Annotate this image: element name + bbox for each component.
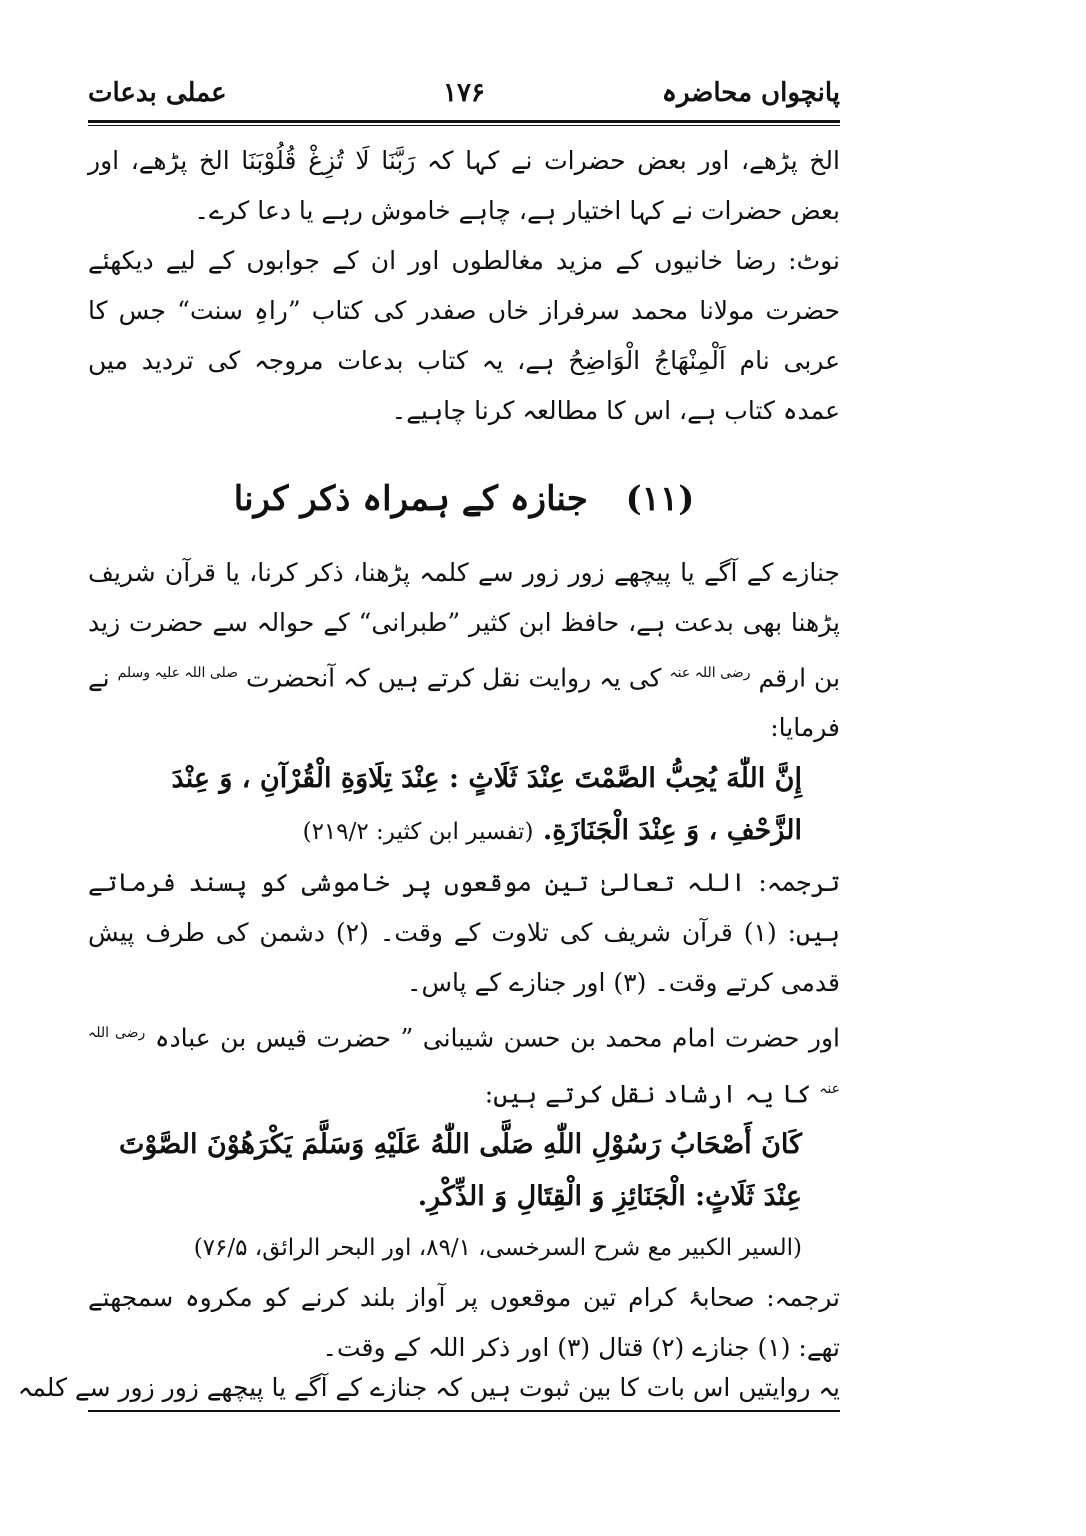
hadith-1-reference: (تفسیر ابن کثیر: ۲۱۹/۲) — [302, 819, 534, 846]
translation-1: ترجمہ: اللہ تعالیٰ تین موقعوں پر خاموشی کو پسند فرماتے ہیں: (۱) قرآن شریف کی تلاوت کے وقت۔ (۲) دشمن کی طرف پیش قدمی کرتے وقت۔ (۳) اور جنازے کے پاس۔ — [88, 868, 840, 998]
hadith-2-line-1: كَانَ أَصْحَابُ رَسُوْلِ اللّٰهِ صَلَّى اللّٰهُ عَلَيْهِ وَسَلَّمَ يَكْرَهُوْنَ الصَّوْتَ — [119, 1128, 802, 1160]
page-number: ۱۷۶ — [443, 78, 485, 108]
book-page — [17, 70, 841, 1470]
body-paragraph-2-text: اور حضرت امام محمد بن حسن شیبانی ” حضرت قیس بن عبادہ — [154, 1023, 840, 1053]
intro-note-paragraph: نوٹ: رضا خانیوں کے مزید مغالطوں اور ان کے جوابوں کے لیے دیکھئے حضرت مولانا محمد سرفراز خاں صفدر کی کتاب ”راہِ سنت“ جس کا عربی نام اَلْمِنْهَاجُ الْوَاضِحُ ہے، یہ کتاب بدعات مروجہ کی تردید میں عمدہ کتاب ہے، اس کا مطالعہ کرنا چاہیے۔ — [88, 246, 840, 425]
honorific-mark-2: رضی اللہ عنہ — [88, 1025, 840, 1097]
hadith-1-line-2 — [88, 805, 840, 858]
section-heading-title: جنازہ کے ہمراہ ذکر کرنا — [233, 479, 588, 519]
section-heading — [88, 474, 840, 524]
chapter-title: پانچواں محاضرہ — [661, 78, 840, 108]
honorific-mark: رضی اللہ عنہ — [669, 665, 751, 681]
section-number: (۱۱) — [625, 479, 695, 519]
intro-paragraph-1: الخ پڑھے، اور بعض حضرات نے کہا کہ رَبَّنَا لَا تُزِغْ قُلُوْبَنَا الخ پڑھے، اور بعض حضرات نے کہا اختیار ہے، چاہے خاموش رہے یا دعا کرے۔ — [88, 146, 840, 225]
hadith-1-line-2-text: الزَّحْفِ ، وَ عِنْدَ الْجَنَازَةِ. — [542, 815, 802, 847]
hadith-2-line-2: عِنْدَ ثَلَاثٍ: الْجَنَائِزِ وَ الْقِتَالِ وَ الذِّكْرِ. — [417, 1180, 802, 1212]
translation-2: ترجمہ: صحابۂ کرام تین موقعوں پر آواز بلند کرنے کو مکروہ سمجھتے تھے: (۱) جنازے (۲) قتال (۳) اور ذکر اللہ کے وقت۔ — [88, 1282, 840, 1362]
body-paragraph-1-tail: نے فرمایا: — [88, 663, 840, 743]
body-paragraph-2 — [88, 1008, 840, 1119]
page-header — [88, 70, 840, 120]
hadith-2-reference: (السیر الکبیر مع شرح السرخسی، ۸۹/۱، اور البحر الرائق، ۷۶/۵) — [193, 1234, 802, 1261]
header-rule — [88, 120, 840, 126]
body-paragraph-1-text: جنازے کے آگے یا پیچھے زور زور سے کلمہ پڑھنا، ذکر کرنا، یا قرآن شریف پڑھنا بھی بدعت ہے، حافظ ابن کثیر ”طبرانی“ کے حوالہ سے حضرت زید بن ارقم — [88, 558, 841, 693]
continuation-line: یہ روایتیں اس بات کا بین ثبوت ہیں کہ جنازے کے آگے یا پیچھے زور زور سے کلمہ — [17, 1373, 840, 1402]
footer-rule — [88, 1410, 840, 1412]
body-paragraph-1-text-end: کی یہ روایت نقل کرتے ہیں کہ آنحضرت — [246, 663, 662, 693]
salutation-mark: صلی اللہ علیہ وسلم — [117, 665, 239, 681]
body-paragraph-1 — [88, 548, 840, 753]
body-paragraph-2-end: کا یہ ارشاد نقل کرتے ہیں: — [484, 1078, 812, 1108]
hadith-1-line-1: إِنَّ اللّٰهَ يُحِبُّ الصَّمْتَ عِنْدَ ثَلَاثٍ : عِنْدَ تِلَاوَةِ الْقُرْآنِ ، وَ عِنْدَ — [171, 763, 802, 795]
section-title-running: عملی بدعات — [88, 78, 227, 108]
